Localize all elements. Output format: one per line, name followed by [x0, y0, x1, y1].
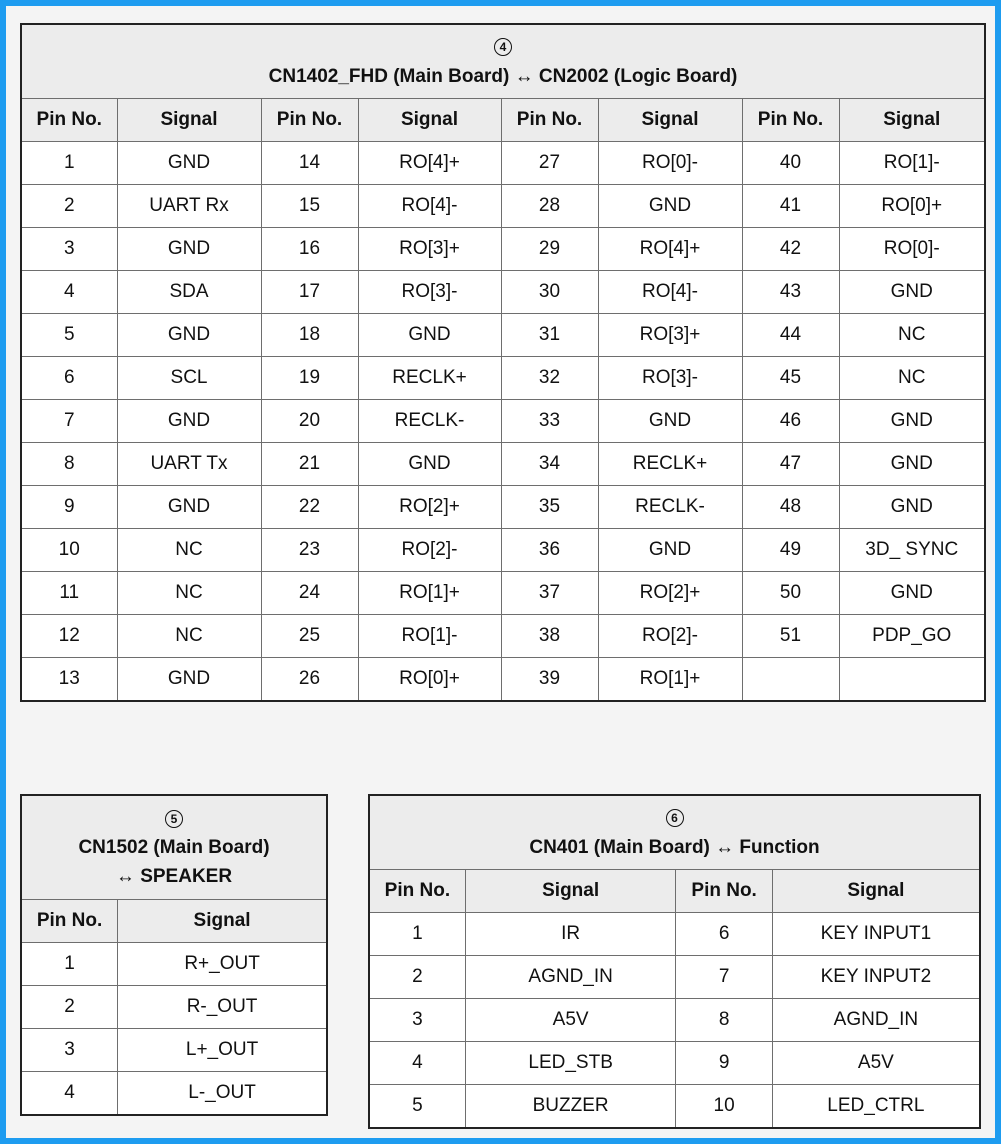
signal-cell: RO[1]+: [358, 572, 501, 615]
pin-cell: 1: [369, 913, 465, 956]
pin-cell: 5: [21, 314, 117, 357]
signal-cell: RO[1]-: [358, 615, 501, 658]
table-row: [21, 572, 985, 615]
pin-cell: 3: [369, 999, 465, 1042]
pin-cell: 6: [676, 913, 772, 956]
signal-cell: GND: [117, 228, 261, 271]
table-row: [21, 1029, 327, 1072]
table4-number-badge: 4: [494, 38, 512, 56]
signal-cell: R+_OUT: [118, 943, 327, 986]
signal-cell: GND: [839, 572, 985, 615]
pin-cell: 47: [742, 443, 839, 486]
table6-header-row: [369, 870, 980, 913]
signal-cell: GND: [839, 271, 985, 314]
signal-cell: GND: [358, 443, 501, 486]
signal-cell: RO[3]-: [358, 271, 501, 314]
signal-cell: R-_OUT: [118, 986, 327, 1029]
column-header: Signal: [772, 870, 980, 913]
table4-header-row: [21, 99, 985, 142]
pin-cell: 42: [742, 228, 839, 271]
signal-cell: LED_STB: [465, 1042, 676, 1085]
table-row: [21, 658, 985, 702]
signal-cell: RO[1]+: [598, 658, 742, 702]
signal-cell: RO[3]+: [358, 228, 501, 271]
pin-cell: 36: [501, 529, 598, 572]
signal-cell: RO[4]-: [358, 185, 501, 228]
column-header: Signal: [839, 99, 985, 142]
table5-title-line2: ↔ SPEAKER: [115, 866, 233, 887]
pin-cell: 7: [676, 956, 772, 999]
table6-body: [369, 795, 980, 1128]
column-header: Pin No.: [21, 99, 117, 142]
signal-cell: GND: [117, 658, 261, 702]
signal-cell: UART Tx: [117, 443, 261, 486]
column-header: Signal: [358, 99, 501, 142]
signal-cell: GND: [598, 185, 742, 228]
table-row: [21, 943, 327, 986]
pin-cell: 39: [501, 658, 598, 702]
pin-cell: 50: [742, 572, 839, 615]
pin-cell: 41: [742, 185, 839, 228]
pin-cell: 30: [501, 271, 598, 314]
signal-cell: RO[3]+: [598, 314, 742, 357]
signal-cell: NC: [839, 314, 985, 357]
column-header: Pin No.: [501, 99, 598, 142]
connector-table-cn401: [368, 794, 981, 1129]
table-row: [369, 956, 980, 999]
table-row: [21, 1072, 327, 1116]
signal-cell: RECLK-: [598, 486, 742, 529]
pin-cell: 37: [501, 572, 598, 615]
column-header: Signal: [465, 870, 676, 913]
column-header: Pin No.: [676, 870, 772, 913]
pin-cell: 31: [501, 314, 598, 357]
table-row: [21, 142, 985, 185]
pin-cell: 9: [21, 486, 117, 529]
signal-cell: UART Rx: [117, 185, 261, 228]
pin-cell: 44: [742, 314, 839, 357]
pin-cell: 2: [21, 185, 117, 228]
table-row: [21, 185, 985, 228]
signal-cell: PDP_GO: [839, 615, 985, 658]
pin-cell: 38: [501, 615, 598, 658]
signal-cell: GND: [117, 400, 261, 443]
signal-cell: GND: [358, 314, 501, 357]
pin-cell: 19: [261, 357, 358, 400]
table-row: [369, 1042, 980, 1085]
table5-title-line1: CN1502 (Main Board): [78, 837, 270, 858]
column-header: Signal: [118, 900, 327, 943]
signal-cell: GND: [598, 529, 742, 572]
signal-cell: RO[2]+: [358, 486, 501, 529]
pin-cell: 14: [261, 142, 358, 185]
pin-cell: 33: [501, 400, 598, 443]
signal-cell: RO[4]+: [358, 142, 501, 185]
signal-cell: L-_OUT: [118, 1072, 327, 1116]
pin-cell: 10: [21, 529, 117, 572]
pin-cell: 46: [742, 400, 839, 443]
signal-cell: RO[0]+: [839, 185, 985, 228]
signal-cell: KEY INPUT2: [772, 956, 980, 999]
pin-cell: 43: [742, 271, 839, 314]
pin-cell: 29: [501, 228, 598, 271]
signal-cell: GND: [117, 486, 261, 529]
table-row: [21, 357, 985, 400]
signal-cell: GND: [839, 400, 985, 443]
pin-cell: 28: [501, 185, 598, 228]
pin-cell: 15: [261, 185, 358, 228]
pin-cell: 3: [21, 228, 117, 271]
pin-cell: [742, 658, 839, 702]
pin-cell: 22: [261, 486, 358, 529]
table5-title-cell: [21, 795, 327, 900]
pin-cell: 17: [261, 271, 358, 314]
pin-cell: 4: [369, 1042, 465, 1085]
pin-cell: 1: [21, 943, 118, 986]
table5-header-row: [21, 900, 327, 943]
signal-cell: GND: [839, 486, 985, 529]
table-row: [21, 986, 327, 1029]
table-row: [369, 999, 980, 1042]
table4-title-cell: [21, 24, 985, 99]
pin-cell: 2: [21, 986, 118, 1029]
signal-cell: SDA: [117, 271, 261, 314]
signal-cell: GND: [598, 400, 742, 443]
table-row: [21, 400, 985, 443]
pin-cell: 32: [501, 357, 598, 400]
pin-cell: 10: [676, 1085, 772, 1129]
signal-cell: RO[2]-: [358, 529, 501, 572]
table-row: [21, 228, 985, 271]
pin-cell: 9: [676, 1042, 772, 1085]
pin-cell: 2: [369, 956, 465, 999]
pin-cell: 40: [742, 142, 839, 185]
signal-cell: A5V: [465, 999, 676, 1042]
signal-cell: RO[0]+: [358, 658, 501, 702]
column-header: Pin No.: [742, 99, 839, 142]
pin-cell: 5: [369, 1085, 465, 1129]
table6-title: CN401 (Main Board) ↔ Function: [529, 836, 820, 858]
pin-cell: 18: [261, 314, 358, 357]
signal-cell: SCL: [117, 357, 261, 400]
pin-cell: 3: [21, 1029, 118, 1072]
signal-cell: NC: [839, 357, 985, 400]
signal-cell: RO[4]+: [598, 228, 742, 271]
pin-cell: 26: [261, 658, 358, 702]
table6-number-badge: 6: [666, 809, 684, 827]
column-header: Signal: [117, 99, 261, 142]
table-row: [21, 615, 985, 658]
pin-cell: 4: [21, 271, 117, 314]
signal-cell: AGND_IN: [465, 956, 676, 999]
pin-cell: 48: [742, 486, 839, 529]
table5-body: [21, 795, 327, 1115]
table6-title-cell: [369, 795, 980, 870]
signal-cell: NC: [117, 529, 261, 572]
table4-body: [21, 24, 985, 701]
signal-cell: L+_OUT: [118, 1029, 327, 1072]
signal-cell: BUZZER: [465, 1085, 676, 1129]
table-row: [21, 314, 985, 357]
pin-cell: 23: [261, 529, 358, 572]
pin-cell: 12: [21, 615, 117, 658]
pin-cell: 35: [501, 486, 598, 529]
signal-cell: A5V: [772, 1042, 980, 1085]
pin-cell: 4: [21, 1072, 118, 1116]
pin-cell: 11: [21, 572, 117, 615]
pin-cell: 27: [501, 142, 598, 185]
signal-cell: RO[0]-: [598, 142, 742, 185]
connector-table-cn1402: [20, 23, 986, 702]
table-row: [21, 529, 985, 572]
pin-cell: 51: [742, 615, 839, 658]
signal-cell: RO[0]-: [839, 228, 985, 271]
table-row: [369, 1085, 980, 1129]
signal-cell: RO[2]-: [598, 615, 742, 658]
pin-cell: 1: [21, 142, 117, 185]
pin-cell: 8: [676, 999, 772, 1042]
signal-cell: [839, 658, 985, 702]
signal-cell: KEY INPUT1: [772, 913, 980, 956]
signal-cell: RECLK-: [358, 400, 501, 443]
pin-cell: 8: [21, 443, 117, 486]
pin-cell: 45: [742, 357, 839, 400]
signal-cell: RO[4]-: [598, 271, 742, 314]
pin-cell: 34: [501, 443, 598, 486]
pin-cell: 25: [261, 615, 358, 658]
signal-cell: GND: [839, 443, 985, 486]
signal-cell: AGND_IN: [772, 999, 980, 1042]
signal-cell: GND: [117, 142, 261, 185]
pin-cell: 13: [21, 658, 117, 702]
table-row: [21, 486, 985, 529]
table4-title: CN1402_FHD (Main Board) ↔ CN2002 (Logic Board): [268, 65, 738, 87]
signal-cell: RECLK+: [598, 443, 742, 486]
pin-cell: 49: [742, 529, 839, 572]
table-row: [369, 913, 980, 956]
signal-cell: GND: [117, 314, 261, 357]
pin-cell: 24: [261, 572, 358, 615]
signal-cell: NC: [117, 572, 261, 615]
table5-number-badge: 5: [165, 810, 183, 828]
signal-cell: LED_CTRL: [772, 1085, 980, 1129]
pin-cell: 6: [21, 357, 117, 400]
pin-cell: 20: [261, 400, 358, 443]
pin-cell: 7: [21, 400, 117, 443]
signal-cell: RO[2]+: [598, 572, 742, 615]
column-header: Signal: [598, 99, 742, 142]
signal-cell: 3D_ SYNC: [839, 529, 985, 572]
signal-cell: NC: [117, 615, 261, 658]
pin-cell: 16: [261, 228, 358, 271]
signal-cell: RO[3]-: [598, 357, 742, 400]
table-row: [21, 271, 985, 314]
column-header: Pin No.: [369, 870, 465, 913]
table-row: [21, 443, 985, 486]
connector-table-cn1502: [20, 794, 328, 1116]
column-header: Pin No.: [261, 99, 358, 142]
signal-cell: IR: [465, 913, 676, 956]
pin-cell: 21: [261, 443, 358, 486]
signal-cell: RECLK+: [358, 357, 501, 400]
column-header: Pin No.: [21, 900, 118, 943]
signal-cell: RO[1]-: [839, 142, 985, 185]
